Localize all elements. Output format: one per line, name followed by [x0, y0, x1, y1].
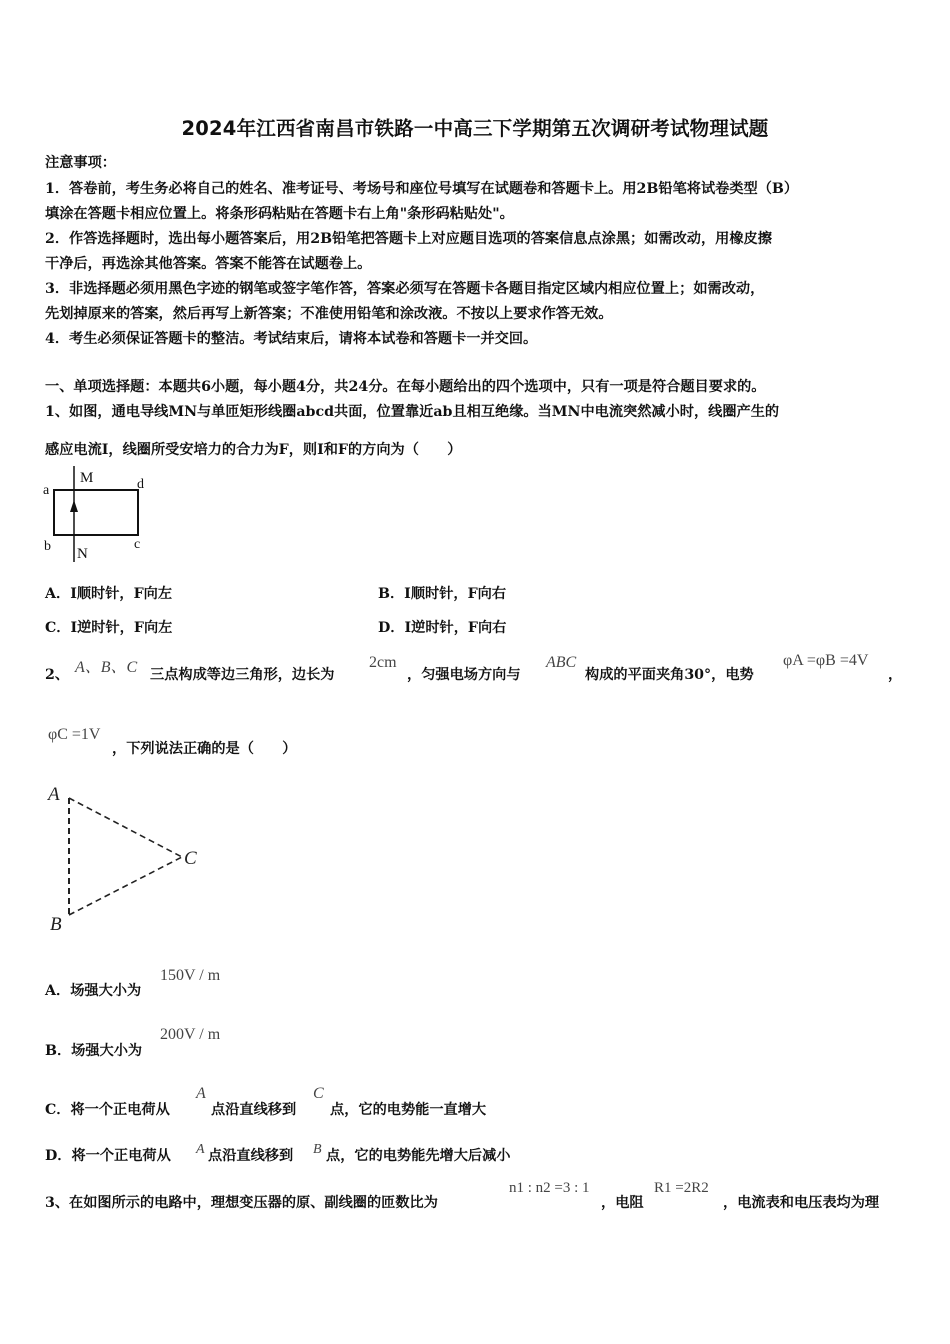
q1-stem-line1: 1、如图，通电导线MN与单匝矩形线圈abcd共面，位置靠近ab且相互绝缘。当MN中电流突然减小时，线圈产生的 — [45, 404, 780, 420]
q2-option-a-value: 150V / m — [160, 967, 221, 984]
coil-rectangle — [54, 490, 138, 535]
q2-option-d-point1: A — [196, 1142, 205, 1157]
q2-option-d-text2: 点沿直线移到 — [208, 1148, 294, 1164]
q2-option-b-value: 200V / m — [160, 1026, 221, 1043]
label-m: M — [80, 470, 94, 486]
notice-line: 3．非选择题必须用黑色字迹的钢笔或签字笔作答，答案必须写在答题卡各题目指定区域内相应位置上；如需改动， — [45, 281, 765, 297]
label-c: c — [134, 537, 141, 552]
notice-line: 1．答卷前，考生务必将自己的姓名、准考证号、考场号和座位号填写在试题卷和答题卡上。用2B铅笔将试卷类型（B） — [45, 181, 799, 197]
q2-plane: ABC — [546, 654, 577, 671]
q1-option-b: B．I顺时针，F向右 — [378, 586, 507, 602]
q2-text4: ，下列说法正确的是（ ） — [112, 741, 297, 757]
notice-line: 4．考生必须保证答题卡的整洁。考试结束后，请将本试卷和答题卡一并交回。 — [45, 331, 538, 347]
side-bc — [69, 857, 182, 915]
q2-comma: ， — [888, 667, 903, 683]
q2-potential-ab: φA =φB =4V — [783, 652, 869, 669]
q2-text2: ，匀强电场方向与 — [407, 667, 521, 683]
label-a: a — [43, 483, 50, 498]
q2-option-c-text2: 点沿直线移到 — [211, 1102, 297, 1118]
label-b: b — [44, 539, 51, 554]
q1-option-c: C．I逆时针，F向左 — [45, 620, 173, 636]
notice-line: 干净后，再选涂其他答案。答案不能答在试题卷上。 — [45, 256, 372, 272]
notice-heading: 注意事项： — [45, 155, 116, 171]
q2-option-a-label: A．场强大小为 — [45, 983, 142, 999]
notice-line: 2．作答选择题时，选出每小题答案后，用2B铅笔把答题卡上对应题目选项的答案信息点涂黑；如需改动，用橡皮擦 — [45, 231, 772, 247]
q2-option-c-text3: 点，它的电势能一直增大 — [330, 1102, 487, 1118]
q3-text3: ，电流表和电压表均为理 — [723, 1195, 880, 1211]
q1-figure — [40, 462, 160, 567]
notice-line: 先划掉原来的答案，然后再写上新答案；不准使用铅笔和涂改液。不按以上要求作答无效。 — [45, 306, 613, 322]
q2-text3: 构成的平面夹角30°，电势 — [585, 667, 754, 683]
q2-triangle-figure — [44, 778, 214, 938]
q2-potential-c: φC =1V — [48, 726, 101, 743]
q3-text2: ，电阻 — [601, 1195, 644, 1211]
q3-resistance: R1 =2R2 — [654, 1180, 709, 1196]
section-heading: 一、单项选择题：本题共6小题，每小题4分，共24分。在每小题给出的四个选项中，只有一项是符合题目要求的。 — [45, 379, 766, 395]
q3-text1: 3、在如图所示的电路中，理想变压器的原、副线圈的匝数比为 — [45, 1195, 438, 1211]
label-n: N — [77, 546, 88, 562]
q2-option-d-text1: D．将一个正电荷从 — [45, 1148, 171, 1164]
vertex-b-label: B — [50, 914, 62, 935]
q1-option-a: A．I顺时针，F向左 — [45, 586, 173, 602]
side-ac — [69, 798, 182, 857]
q3-turns-ratio: n1 : n2 =3 : 1 — [509, 1180, 590, 1196]
current-arrow — [70, 500, 78, 512]
page-title: 2024年江西省南昌市铁路一中高三下学期第五次调研考试物理试题 — [181, 117, 769, 140]
q2-option-b-label: B．场强大小为 — [45, 1043, 143, 1059]
q2-option-c-text1: C．将一个正电荷从 — [45, 1102, 170, 1118]
q2-option-d-text3: 点，它的电势能先增大后减小 — [326, 1148, 511, 1164]
q2-option-c-point2: C — [313, 1085, 324, 1102]
q2-prefix: 2、 — [45, 667, 70, 683]
q1-stem-line2: 感应电流I，线圈所受安培力的合力为F，则I和F的方向为（ ） — [45, 442, 462, 458]
q2-side: 2cm — [369, 654, 397, 671]
vertex-a-label: A — [48, 784, 60, 805]
vertex-c-label: C — [184, 848, 197, 869]
q2-text1: 三点构成等边三角形，边长为 — [150, 667, 335, 683]
label-d: d — [137, 477, 144, 492]
q2-points: A、B、C — [75, 659, 138, 676]
q2-option-d-point2: B — [313, 1142, 322, 1157]
q2-option-c-point1: A — [196, 1085, 206, 1102]
q1-option-d: D．I逆时针，F向右 — [378, 620, 507, 636]
notice-line: 填涂在答题卡相应位置上。将条形码粘贴在答题卡右上角"条形码粘贴处"。 — [45, 206, 514, 222]
